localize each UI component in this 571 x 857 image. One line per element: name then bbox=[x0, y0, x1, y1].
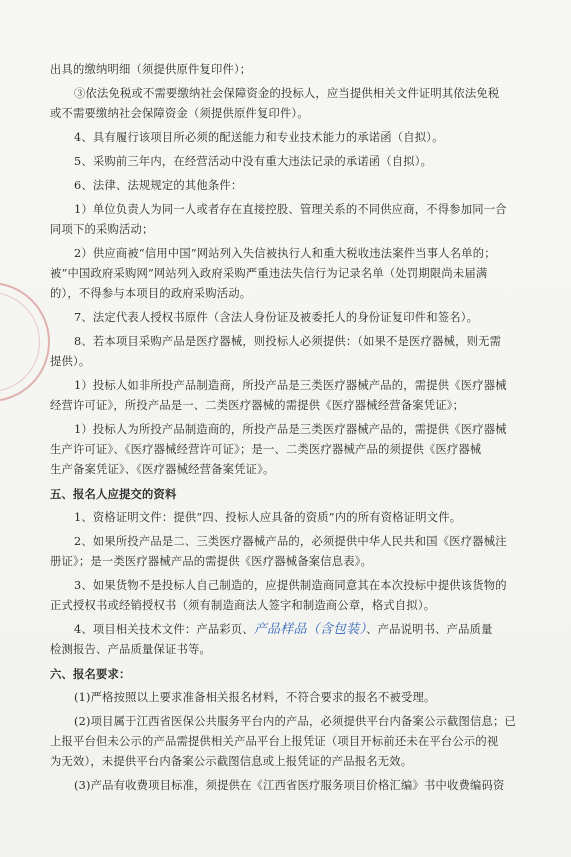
text-line: 上报平台但未公示的产品需提供相关产品平台上报凭证（项目开标前还未在平台公示的视 bbox=[50, 735, 499, 748]
text-line: 1、资格证明文件：提供“四、投标人应具备的资质”内的所有资格证明文件。 bbox=[74, 511, 462, 524]
text-line: 被“中国政府采购网”网站列入政府采购严重违法失信行为记录名单（处罚期限尚未届满 bbox=[50, 267, 488, 280]
section-heading: 六、报名要求： bbox=[50, 667, 131, 681]
text-line: 5、采购前三年内，在经营活动中没有重大违法记录的承诺函（自拟）。 bbox=[74, 155, 433, 168]
text-line: 册证》；是一类医疗器械产品的需提供《医疗器械备案信息表》。 bbox=[50, 555, 373, 568]
text-line: (1)严格按照以上要求准备相关报名材料，不符合要求的报名不被受理。 bbox=[74, 691, 436, 704]
text-line: 1）单位负责人为同一人或者存在直接控股、管理关系的不同供应商，不得参加同一合 bbox=[74, 203, 507, 216]
text-line: 8、若本项目采购产品是医疗器械，则投标人必须提供：（如果不是医疗器械，则无需 bbox=[74, 335, 502, 348]
text-line: 的），不得参与本项目的政府采购活动。 bbox=[50, 287, 252, 300]
text-line: 出具的缴纳明细（须提供原件复印件）； bbox=[50, 63, 252, 76]
text-segment: 4、项目相关技术文件：产品彩页、 bbox=[74, 623, 254, 636]
text-line: 2）供应商被“信用中国”网站列入失信被执行人和重大税收违法案件当事人名单的； bbox=[74, 247, 496, 260]
text-line: 3、如果货物不是投标人自己制造的，应提供制造商同意其在本次投标中提供该货物的 bbox=[74, 579, 507, 592]
text-line: (2)项目属于江西省医保公共服务平台内的产品，必须提供平台内备案公示截图信息；已 bbox=[74, 715, 516, 728]
text-line: 1）投标人如非所投产品制造商，所投产品是三类医疗器械产品的，需提供《医疗器械 bbox=[74, 379, 507, 392]
text-line: 6、法律、法规规定的其他条件： bbox=[74, 179, 243, 192]
text-segment: 、产品说明书、产品质量 bbox=[366, 623, 493, 636]
text-line: 4、具有履行该项目所必须的配送能力和专业技术能力的承诺函（自拟）。 bbox=[74, 131, 444, 144]
text-line: 7、法定代表人授权书原件（含法人身份证及被委托人的身份证复印件和签名）。 bbox=[74, 311, 479, 324]
text-line: 同项下的采购活动； bbox=[50, 223, 154, 236]
section-heading: 五、报名人应提交的资料 bbox=[50, 487, 177, 501]
text-line: 生产备案凭证》、《医疗器械经营备案凭证》。 bbox=[50, 463, 275, 476]
technical-docs-line bbox=[74, 622, 526, 638]
text-line: 或不需要缴纳社会保障资金（须提供原件复印件）。 bbox=[50, 107, 309, 120]
highlight-text: 产品样品（含包装） bbox=[253, 622, 367, 637]
text-line: 1）投标人为所投产品制造商的，所投产品是三类医疗器械产品的，需提供《医疗器械 bbox=[74, 423, 507, 436]
text-line: ③依法免税或不需要缴纳社会保障资金的投标人，应当提供相关文件证明其依法免税 bbox=[74, 87, 500, 100]
text-line: 正式授权书或经销授权书（须有制造商法人签字和制造商公章，格式自拟）。 bbox=[50, 599, 436, 612]
text-line: 2、如果所投产品是二、三类医疗器械产品的，必须提供中华人民共和国《医疗器械注 bbox=[74, 535, 507, 548]
seal-stamp-icon bbox=[0, 282, 50, 402]
text-line: 为无效），未提供平台内备案公示截图信息或上报凭证的产品报名无效。 bbox=[50, 755, 413, 768]
text-line: (3)产品有收费项目标准，须提供在《江西省医疗服务项目价格汇编》书中收费编码资 bbox=[74, 779, 505, 792]
text-line: 提供）。 bbox=[50, 355, 91, 368]
text-line: 检测报告、产品质量保证书等。 bbox=[50, 643, 211, 656]
text-line: 经营许可证》，所投产品是一、二类医疗器械的需提供《医疗器械经营备案凭证》； bbox=[50, 399, 465, 412]
text-line: 生产许可证》、《医疗器械经营许可证》；是一、二类医疗器械产品的须提供《医疗器械 bbox=[50, 443, 482, 456]
